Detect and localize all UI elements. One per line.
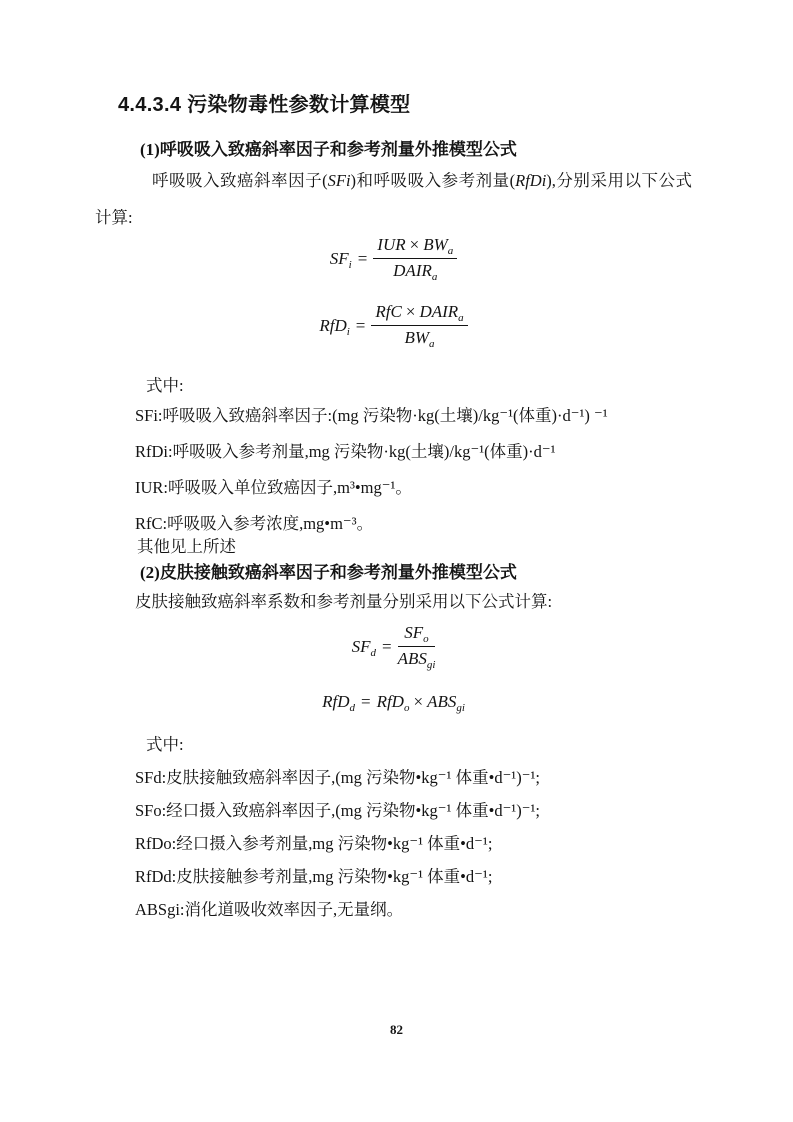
paragraph-text: 呼吸吸入致癌斜率因子( [152,171,328,190]
subsection-2-heading: (2)皮肤接触致癌斜率因子和参考剂量外推模型公式 [140,563,517,582]
page-number: 82 [390,1022,403,1037]
equals-sign: = [357,249,368,269]
variable-sfi: SFi [327,171,351,190]
definition-rfdo: RfDo:经口摄入参考剂量,mg 污染物•kg⁻¹ 体重•d⁻¹; [135,834,493,853]
formula-lhs: RfD$_i$ [319,316,350,339]
definition-sfd: SFd:皮肤接触致癌斜率因子,(mg 污染物•kg⁻¹ 体重•d⁻¹)⁻¹; [135,768,540,787]
formula-rhs: $RfD_o \times ABS_{gi}$ [376,692,465,714]
fraction-denominator: $ABS_{gi}$ [397,649,436,671]
times-sign: × [409,235,420,254]
intro-paragraph-2: 皮肤接触致癌斜率系数和参考剂量分别采用以下公式计算: [135,592,553,611]
fraction-numerator: RfC × $DAIR_a$ [371,301,467,326]
definition-rfc: RfC:呼吸吸入参考浓度,mg•m⁻³。 [135,514,374,533]
fraction [371,301,467,348]
fraction [398,622,436,669]
fraction-numerator: $SF_o$ [398,622,436,647]
times-sign: × [413,692,424,711]
equals-sign: = [381,637,392,657]
formula-lhs: RfD$_d$ [322,692,355,714]
variable-rfdi: RfDi [515,171,547,190]
fraction-denominator: $BW_a$ [404,328,435,350]
definition-iur: IUR:呼吸吸入单位致癌因子,m³•mg⁻¹。 [135,478,412,497]
where-label-2: 式中: [146,735,184,754]
paragraph-text: )和呼吸吸入参考剂量( [350,171,516,190]
definition-rfdi: RfDi:呼吸吸入参考剂量,mg 污染物·kg(土壤)/kg⁻¹(体重)·d⁻¹ [135,442,556,461]
other-note: 其他见上所述 [137,537,236,556]
formula-sf-inhalation [95,234,692,287]
definition-absgi: ABSgi:消化道吸收效率因子,无量纲。 [135,900,404,919]
formula-rfd-dermal [95,690,692,714]
times-sign: × [405,302,416,321]
formula-sf-dermal [95,622,692,675]
definition-rfdd: RfDd:皮肤接触参考剂量,mg 污染物•kg⁻¹ 体重•d⁻¹; [135,867,493,886]
definition-sfo: SFo:经口摄入致癌斜率因子,(mg 污染物•kg⁻¹ 体重•d⁻¹)⁻¹; [135,801,540,820]
formula-lhs: $SF_d$ [351,637,376,660]
intro-paragraph-1 [95,162,692,236]
fraction-numerator: IUR × $BW_a$ [373,234,457,259]
paragraph-text: ),分别采用以下公式计算: [95,171,692,227]
formula-rfd-inhalation [95,301,692,354]
definition-list-2 [135,761,540,926]
section-heading: 4.4.3.4 污染物毒性参数计算模型 [118,94,411,116]
definition-list-1 [135,398,608,542]
equals-sign: = [360,692,371,711]
definition-sfi: SFi:呼吸吸入致癌斜率因子:(mg 污染物·kg(土壤)/kg⁻¹(体重)·d⁻¹) ⁻¹ [135,406,608,425]
subsection-1-heading: (1)呼吸吸入致癌斜率因子和参考剂量外推模型公式 [140,140,517,159]
fraction [373,234,457,281]
equals-sign: = [355,316,366,336]
where-label-1: 式中: [146,376,184,395]
formula-lhs: $SF_i$ [329,249,352,272]
fraction-denominator: $DAIR_a$ [393,261,438,283]
